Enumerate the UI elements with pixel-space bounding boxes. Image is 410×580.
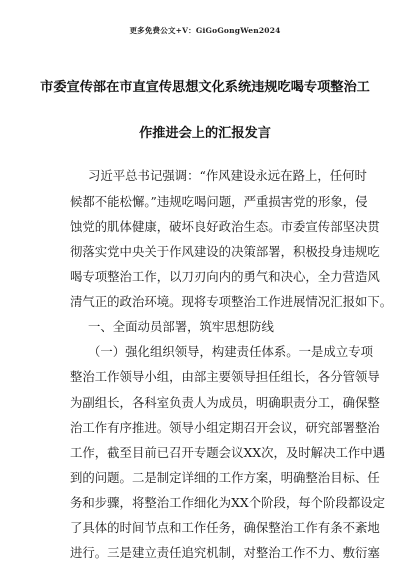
paragraph-line: 务和步骤，将整治工作细化为XX个阶段，每个阶段都设定 [70,495,386,510]
header-note: 更多免费公文+V：GiGoGongWen2024 [129,26,281,35]
paragraph-line: 候都不能松懈。”违规吃喝问题，严重损害党的形象，侵 [70,194,368,209]
document-title-line-1: 市委宣传部在市直宣传思想文化系统违规吃喝专项整治工 [40,80,370,95]
document-title-line-2: 作推进会上的汇报发言 [139,126,271,141]
paragraph-line: 到的问题。二是制定详细的工作方案，明确整治目标、任 [70,470,380,485]
paragraph-line: 清气正的政治环境。现将专项整治工作进展情况汇报如下。 [70,294,393,309]
paragraph-line: 习近平总书记强调：“作风建设永远在路上，任何时 [88,168,367,183]
paragraph-line: 为副组长，各科室负责人为成员，明确职责分工，确保整 [70,395,380,410]
section-heading: 一、全面动员部署，筑牢思想防线 [88,319,274,334]
subsection-heading-line: （一）强化组织领导，构建责任体系。一是成立专项 [88,344,373,359]
paragraph-line: 喝专项整治工作，以刀刃向内的勇气和决心，全力营造风 [70,269,380,284]
paragraph-line: 蚀党的肌体健康，破坏良好政治生态。市委宣传部坚决贯 [70,219,380,234]
paragraph-line: 进行。三是建立责任追究机制，对整治工作不力、敷衍塞 [70,545,380,560]
paragraph-line: 整治工作领导小组，由部主要领导担任组长，各分管领导 [70,369,380,384]
paragraph-line: 彻落实党中央关于作风建设的决策部署，积极投身违规吃 [70,244,380,259]
paragraph-line: 了具体的时间节点和工作任务，确保整治工作有条不紊地 [70,520,380,535]
paragraph-line: 治工作有序推进。领导小组定期召开会议，研究部署整治 [70,420,380,435]
paragraph-line: 工作，截至目前已召开专题会议XX次，及时解决工作中遇 [70,445,386,460]
